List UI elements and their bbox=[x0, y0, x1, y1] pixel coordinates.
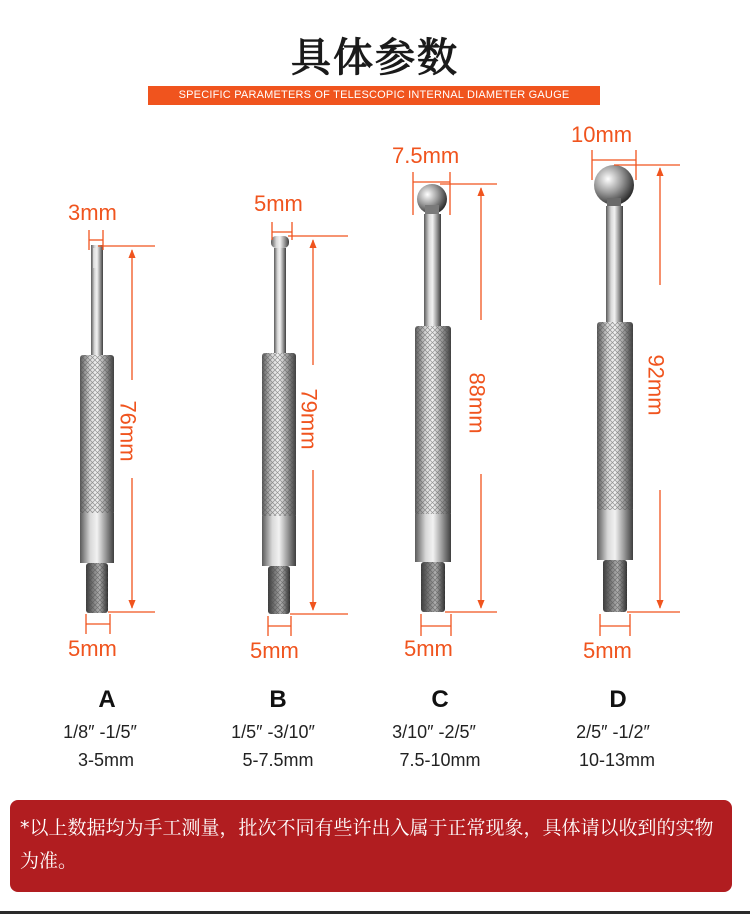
disclaimer-text: *以上数据均为手工测量，批次不同有些许出入属于正常现象，具体请以收到的实物为准。 bbox=[20, 817, 714, 872]
gauge-d-base-label: 5mm bbox=[583, 638, 632, 663]
gauge-c-mm-range: 7.5-10mm bbox=[399, 750, 481, 770]
gauge-a-mm-range: 3-5mm bbox=[77, 750, 134, 770]
gauge-b-letter: B bbox=[269, 686, 287, 713]
gauge-b-mm-range: 5-7.5mm bbox=[242, 750, 314, 770]
gauge-c-length-label: 88mm bbox=[464, 372, 490, 434]
gauge-d bbox=[594, 165, 634, 612]
gauge-b-inch-range: 1/5″ -3/10″ bbox=[231, 722, 315, 742]
gauge-a-head-label: 3mm bbox=[68, 200, 117, 225]
page-subtitle: SPECIFIC PARAMETERS OF TELESCOPIC INTERNAL DIAMETER GAUGE bbox=[148, 86, 600, 105]
gauge-b-head-label: 5mm bbox=[254, 191, 303, 216]
gauge-a bbox=[80, 245, 114, 613]
gauge-c-letter: C bbox=[431, 686, 449, 713]
gauge-b-base-label: 5mm bbox=[250, 638, 299, 663]
gauge-a-letter: A bbox=[98, 686, 116, 713]
disclaimer-box bbox=[10, 800, 732, 892]
page-title: 具体参数 bbox=[291, 35, 459, 81]
gauge-a-base-label: 5mm bbox=[68, 636, 117, 661]
gauge-b bbox=[262, 236, 296, 614]
dimension-lines bbox=[86, 150, 680, 636]
gauge-a-length-label: 76mm bbox=[115, 400, 141, 462]
gauge-c-base-label: 5mm bbox=[404, 636, 453, 661]
gauge-d-inch-range: 2/5″ -1/2″ bbox=[576, 722, 650, 742]
gauge-c bbox=[415, 184, 451, 612]
gauge-d-mm-range: 10-13mm bbox=[578, 750, 656, 770]
gauge-d-head-label: 10mm bbox=[571, 122, 633, 147]
gauge-c-head-label: 7.5mm bbox=[392, 143, 460, 168]
gauge-d-length-label: 92mm bbox=[643, 354, 669, 416]
gauge-d-letter: D bbox=[609, 686, 627, 713]
gauge-b-length-label: 79mm bbox=[296, 388, 322, 450]
gauge-a-inch-range: 1/8″ -1/5″ bbox=[63, 722, 137, 742]
gauge-c-inch-range: 3/10″ -2/5″ bbox=[392, 722, 476, 742]
